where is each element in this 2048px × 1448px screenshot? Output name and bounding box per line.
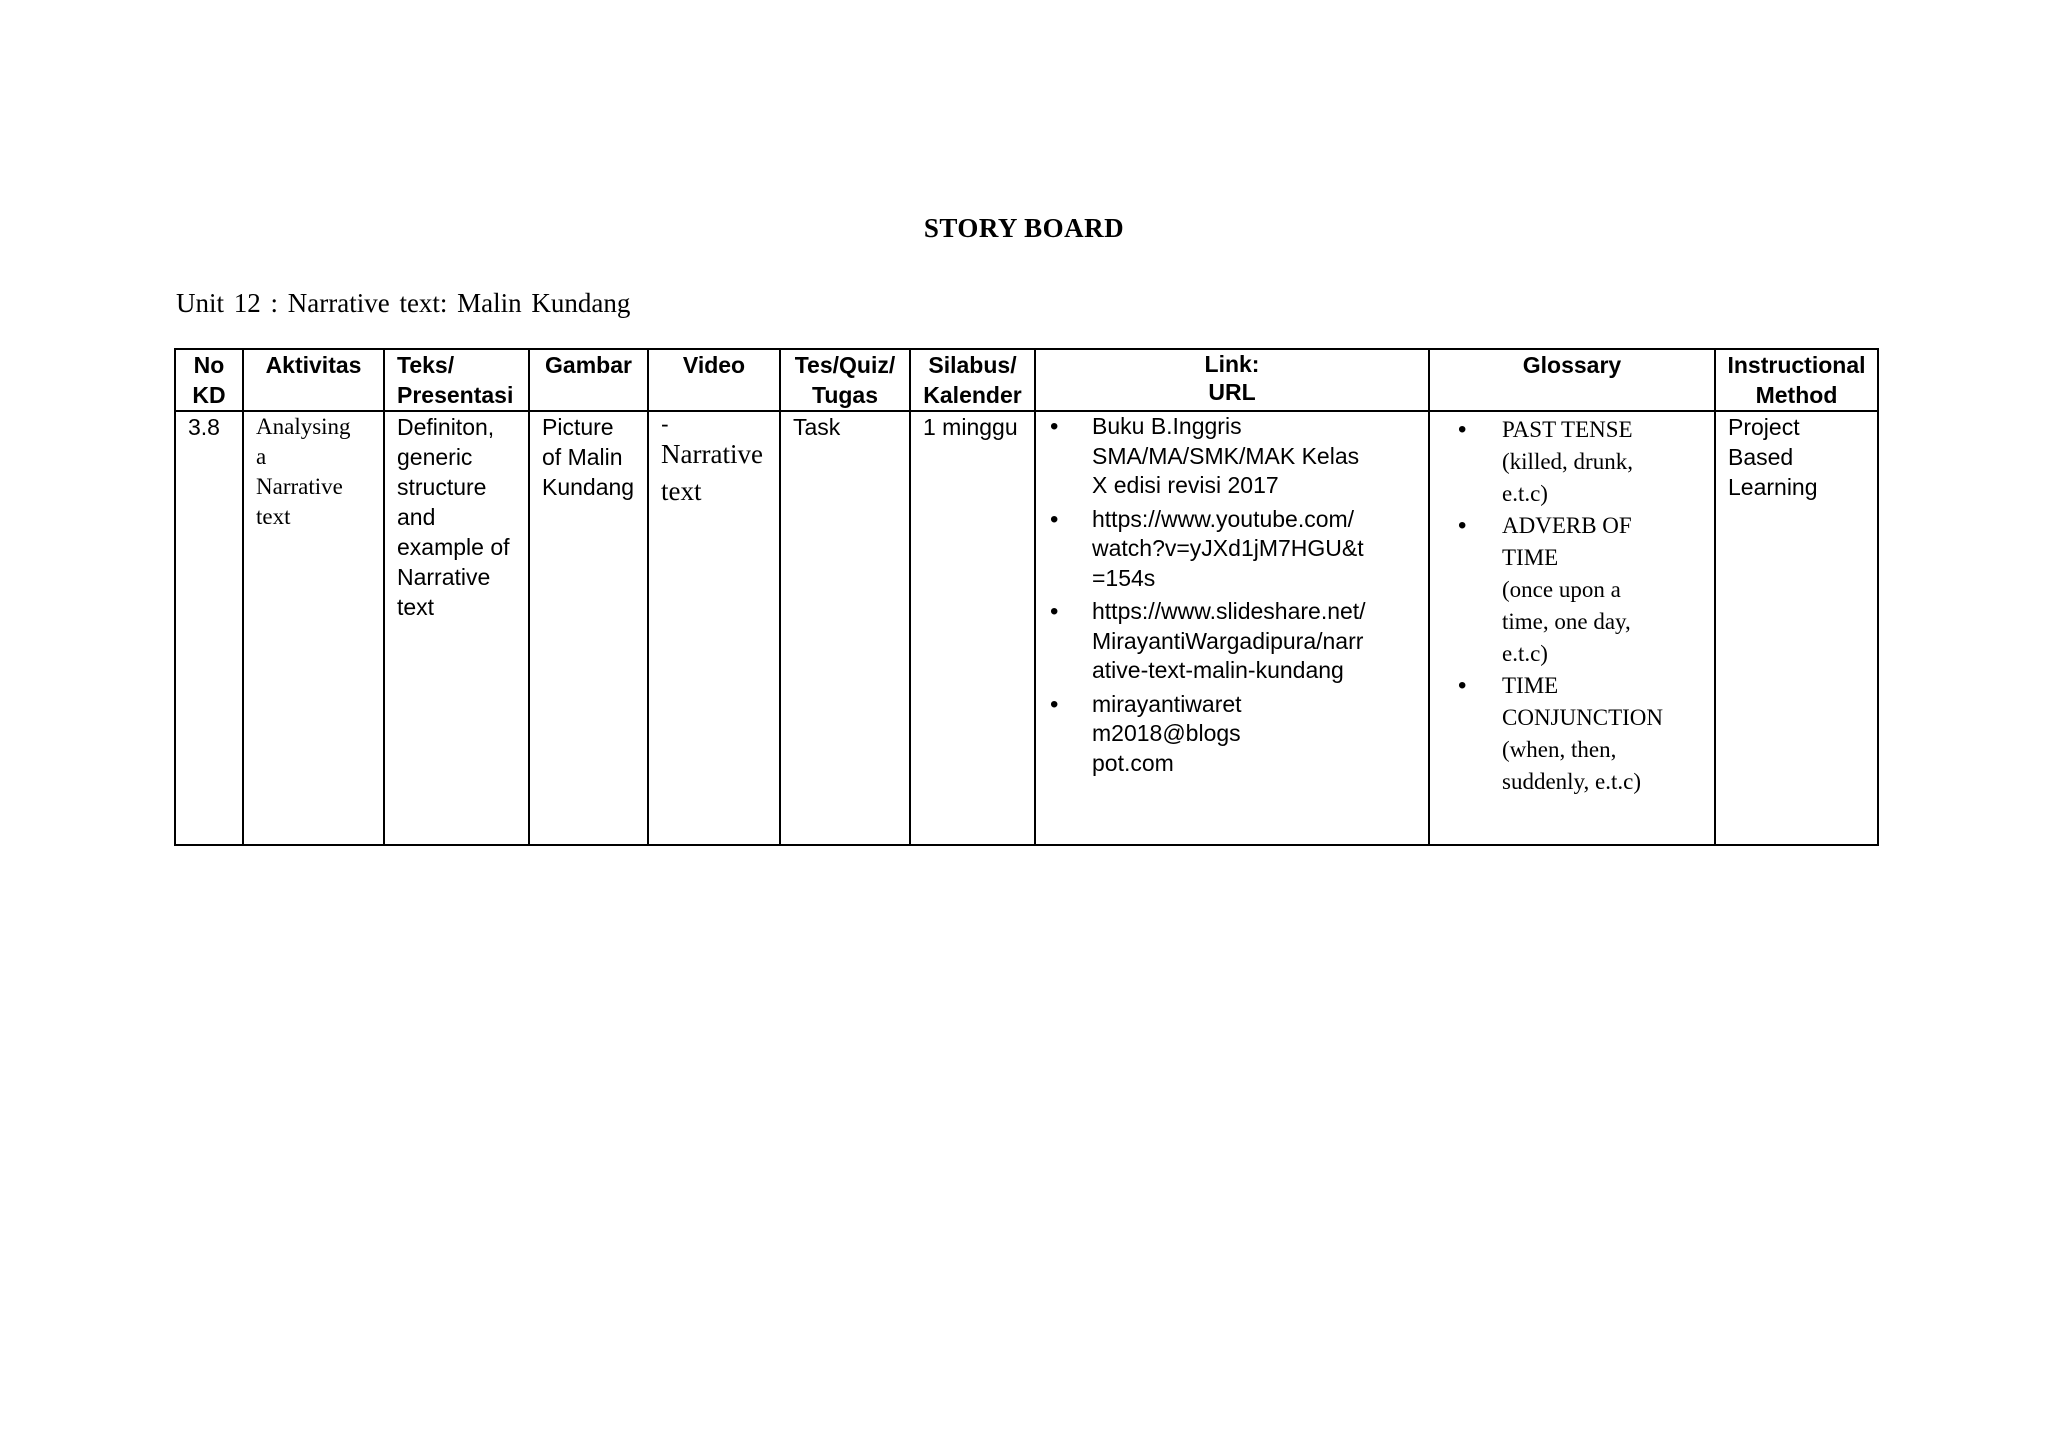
tes-value: Task (793, 414, 841, 440)
link-line: pot.com (1092, 749, 1174, 776)
header-silabus (910, 349, 1035, 411)
header-no-kd-line: No (193, 352, 225, 378)
link-line: =154s (1092, 564, 1156, 591)
glossary-line: CONJUNCTION (1502, 705, 1663, 730)
glossary-line: (killed, drunk, (1502, 449, 1633, 474)
list-item (1502, 414, 1709, 510)
no-kd-value: 3.8 (188, 414, 220, 440)
cell-no-kd (175, 411, 243, 845)
cell-method (1715, 411, 1878, 845)
header-gambar (529, 349, 648, 411)
link-line: • Buku B.Inggris (1092, 413, 1242, 439)
gambar-line: Picture (542, 414, 614, 440)
cell-gambar (529, 411, 648, 845)
method-line: Based (1728, 444, 1794, 470)
list-item (1092, 505, 1423, 594)
link-line: • mirayantiwaret (1092, 690, 1242, 717)
header-link-line: URL (1208, 379, 1256, 405)
header-teks (384, 349, 529, 411)
header-aktivitas (243, 349, 384, 411)
glossary-line: suddenly, e.t.c) (1502, 769, 1642, 794)
link-line: ative-text-malin-kundang (1092, 657, 1344, 683)
header-silabus-line: Kalender (923, 382, 1022, 408)
silabus-value: 1 minggu (923, 414, 1018, 440)
glossary-line: time, one day, (1502, 609, 1631, 634)
teks-line: structure (397, 474, 487, 500)
link-list (1048, 412, 1423, 778)
video-line: Narrative (661, 439, 763, 469)
aktivitas-line: a (256, 444, 267, 469)
header-teks-line: Teks/ (397, 352, 455, 378)
method-line: Project (1728, 414, 1800, 440)
teks-line: and (397, 504, 436, 530)
gambar-line: of Malin (542, 444, 623, 470)
glossary-line: (when, then, (1502, 737, 1617, 762)
link-line: watch?v=yJXd1jM7HGU&t (1092, 535, 1364, 561)
cell-aktivitas (243, 411, 384, 845)
header-tes-line: Tes/Quiz/ (794, 352, 896, 378)
header-aktivitas-label: Aktivitas (265, 352, 362, 378)
header-method-line: Instructional (1727, 352, 1866, 378)
header-row (175, 349, 1878, 411)
video-line: text (661, 476, 702, 506)
list-item (1502, 670, 1709, 798)
list-item (1092, 412, 1423, 501)
teks-line: example of (397, 534, 510, 560)
link-line: MirayantiWargadipura/narr (1092, 627, 1364, 654)
header-link-line: Link: (1204, 351, 1260, 377)
header-method-line: Method (1755, 382, 1838, 408)
storyboard-table (174, 348, 1879, 846)
list-item (1502, 510, 1709, 670)
link-line: • https://www.youtube.com/ (1092, 505, 1355, 532)
header-glossary-label: Glossary (1522, 352, 1622, 378)
glossary-line: (once upon a (1502, 577, 1621, 602)
header-gambar-label: Gambar (545, 352, 632, 378)
header-video-label: Video (682, 352, 746, 378)
header-link (1035, 349, 1429, 411)
header-teks-line: Presentasi (397, 382, 514, 408)
teks-line: Definiton, (397, 414, 495, 440)
teks-line: text (397, 594, 435, 620)
teks-line: generic (397, 444, 473, 470)
method-line: Learning (1728, 474, 1818, 500)
list-item (1092, 690, 1423, 779)
link-line: • https://www.slideshare.net/ (1092, 598, 1366, 624)
link-line: SMA/MA/SMK/MAK Kelas (1092, 442, 1360, 469)
header-method (1715, 349, 1878, 411)
aktivitas-line: text (256, 504, 291, 529)
cell-teks (384, 411, 529, 845)
header-no-kd-line: KD (192, 382, 226, 408)
header-video (648, 349, 780, 411)
table-row (175, 411, 1878, 845)
cell-glossary (1429, 411, 1715, 845)
list-item (1092, 597, 1423, 686)
header-glossary (1429, 349, 1715, 411)
glossary-line: • TIME (1502, 673, 1559, 698)
cell-video (648, 411, 780, 845)
link-line: m2018@blogs (1092, 720, 1241, 746)
video-dash: - (661, 411, 669, 437)
page-title: STORY BOARD (923, 213, 1125, 243)
cell-silabus (910, 411, 1035, 845)
header-silabus-line: Silabus/ (928, 352, 1017, 378)
glossary-line: e.t.c) (1502, 641, 1548, 666)
header-tes (780, 349, 910, 411)
unit-heading: Unit 12 : Narrative text: Malin Kundang (176, 288, 631, 318)
cell-tes (780, 411, 910, 845)
glossary-list (1442, 414, 1709, 798)
glossary-line: • PAST TENSE (1502, 417, 1633, 442)
aktivitas-line: Analysing (256, 414, 351, 439)
header-tes-line: Tugas (811, 382, 879, 408)
cell-links (1035, 411, 1429, 845)
glossary-line: • ADVERB OF (1502, 513, 1632, 538)
gambar-line: Kundang (542, 474, 635, 500)
header-no-kd (175, 349, 243, 411)
link-line: X edisi revisi 2017 (1092, 472, 1279, 498)
glossary-line: TIME (1502, 545, 1559, 570)
teks-line: Narrative (397, 564, 491, 590)
glossary-line: e.t.c) (1502, 481, 1548, 506)
aktivitas-line: Narrative (256, 474, 343, 499)
